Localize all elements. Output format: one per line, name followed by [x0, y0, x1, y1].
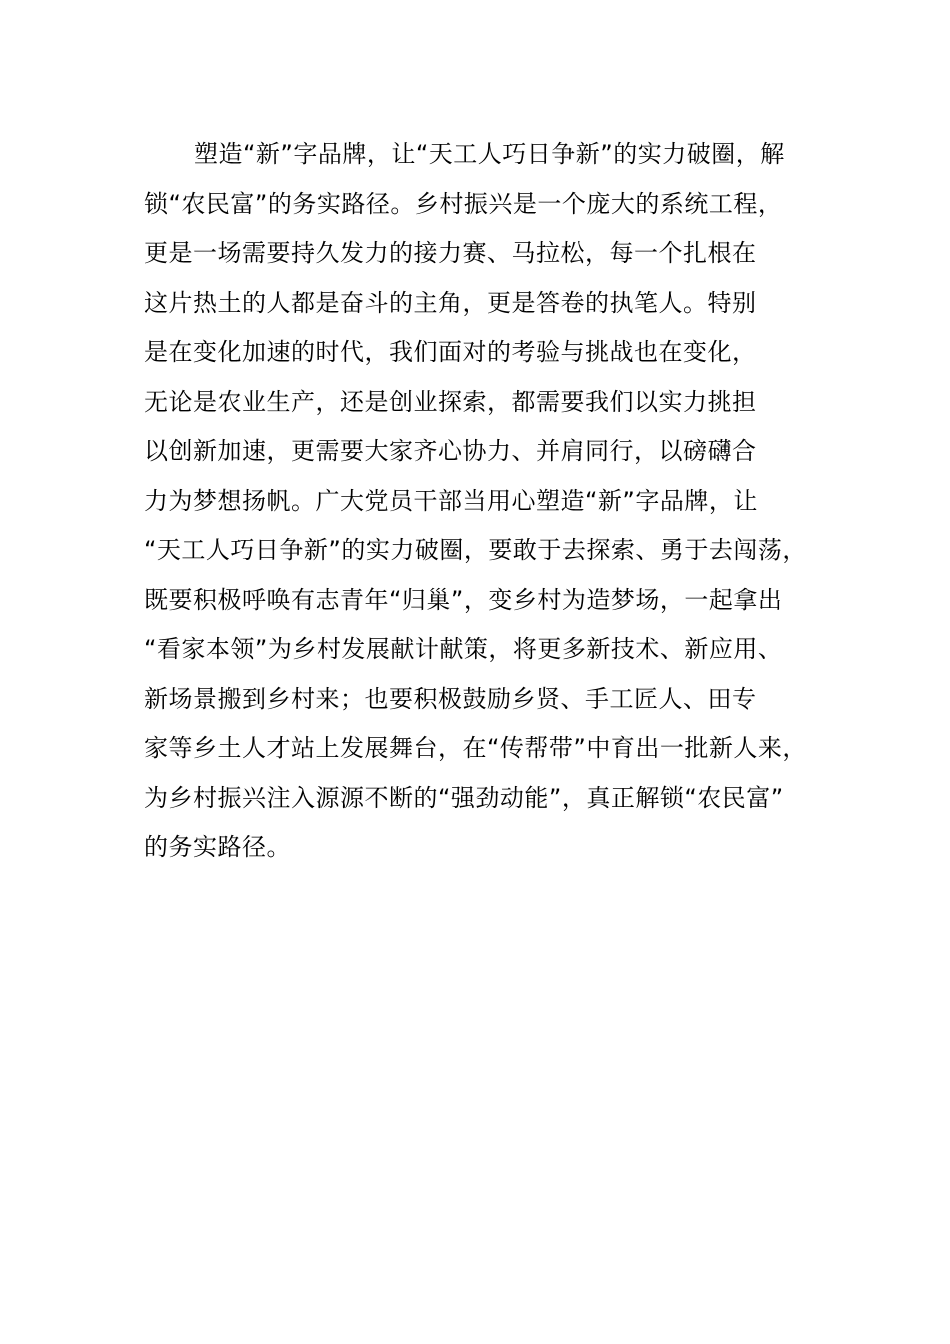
paragraph-line: “看家本领”为乡村发展献计献策，将更多新技术、新应用、	[144, 635, 783, 663]
paragraph-line: 家等乡土人才站上发展舞台，在“传帮带”中育出一批新人来，	[144, 734, 807, 762]
body-paragraph	[144, 130, 844, 873]
paragraph-line: “天工人巧日争新”的实力破圈，要敢于去探索、勇于去闯荡，	[144, 536, 807, 564]
paragraph-line: 以创新加速，更需要大家齐心协力、并肩同行，以磅礴合	[144, 437, 757, 465]
paragraph-line: 是在变化加速的时代，我们面对的考验与挑战也在变化，	[144, 338, 757, 366]
paragraph-line: 既要积极呼唤有志青年“归巢”，变乡村为造梦场，一起拿出	[144, 585, 783, 614]
paragraph-line: 新场景搬到乡村来；也要积极鼓励乡贤、手工匠人、田专	[144, 684, 757, 713]
paragraph-line: 为乡村振兴注入源源不断的“强劲动能”，真正解锁“农民富”	[144, 783, 784, 812]
paragraph-line: 力为梦想扬帆。广大党员干部当用心塑造“新”字品牌，让	[144, 486, 758, 515]
paragraph-line: 无论是农业生产，还是创业探索，都需要我们以实力挑担	[144, 387, 757, 416]
paragraph-line: 的务实路径。	[144, 833, 291, 861]
paragraph-line: 更是一场需要持久发力的接力赛、马拉松，每一个扎根在	[144, 239, 757, 267]
paragraph-line: 锁“农民富”的务实路径。乡村振兴是一个庞大的系统工程，	[144, 189, 783, 218]
paragraph-line: 这片热土的人都是奋斗的主角，更是答卷的执笔人。特别	[144, 288, 757, 317]
paragraph-line: 塑造“新”字品牌，让“天工人巧日争新”的实力破圈，解	[194, 140, 785, 168]
